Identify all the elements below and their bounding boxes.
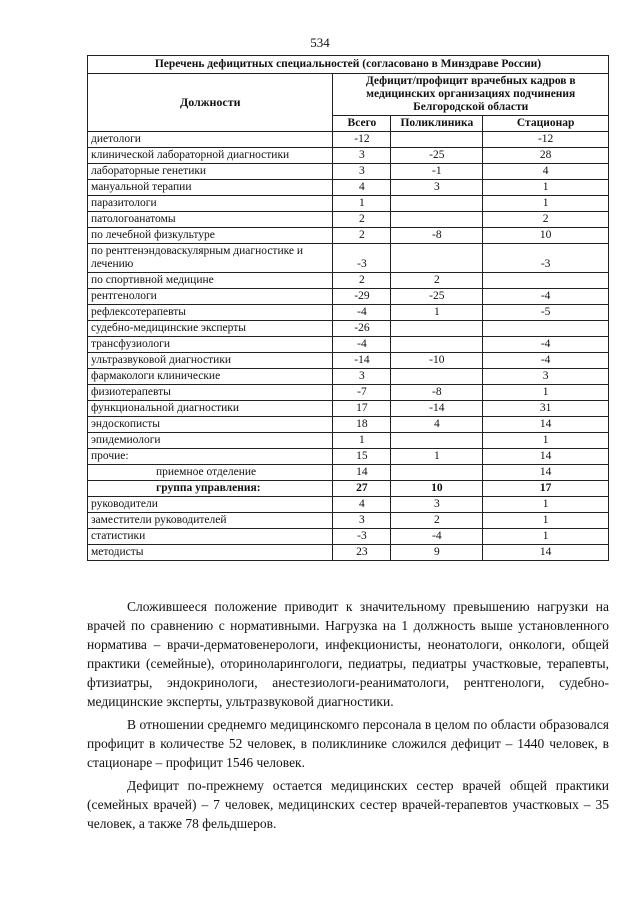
- row-name: приемное отделение: [88, 465, 333, 481]
- column-header-total: Всего: [333, 116, 391, 132]
- row-total: -4: [333, 305, 391, 321]
- row-hospital: 14: [483, 465, 609, 481]
- row-hospital: 14: [483, 545, 609, 561]
- row-name: трансфузиологи: [88, 337, 333, 353]
- row-hospital: 1: [483, 196, 609, 212]
- row-name: руководители: [88, 497, 333, 513]
- row-hospital: 17: [483, 481, 609, 497]
- row-hospital: 31: [483, 401, 609, 417]
- row-clinic: [391, 337, 483, 353]
- table-row: [88, 353, 609, 369]
- page-number: 534: [310, 35, 330, 50]
- row-clinic: 3: [391, 497, 483, 513]
- row-name: диетологи: [88, 132, 333, 148]
- row-hospital: -12: [483, 132, 609, 148]
- row-total: 15: [333, 449, 391, 465]
- row-clinic: [391, 369, 483, 385]
- row-clinic: 4: [391, 417, 483, 433]
- row-hospital: -4: [483, 289, 609, 305]
- row-clinic: -25: [391, 148, 483, 164]
- paragraph: В отношении среднемго медицинскомго персонала в целом по области образовался профицит в количестве 52 человек, в поликлинике сложился дефицит – 1440 человек, в стационаре – профицит 1546 человек.: [87, 717, 609, 770]
- row-total: -26: [333, 321, 391, 337]
- column-header-clinic: Поликлиника: [391, 116, 483, 132]
- row-total: 1: [333, 433, 391, 449]
- row-total: 2: [333, 212, 391, 228]
- column-header-hospital: Стационар: [483, 116, 609, 132]
- table-row: [88, 132, 609, 148]
- row-total: 27: [333, 481, 391, 497]
- table-row: [88, 481, 609, 497]
- row-name: фармакологи клинические: [88, 369, 333, 385]
- row-clinic: -1: [391, 164, 483, 180]
- row-name: эндоскописты: [88, 417, 333, 433]
- row-name: эпидемиологи: [88, 433, 333, 449]
- row-total: 4: [333, 497, 391, 513]
- row-hospital: 14: [483, 417, 609, 433]
- row-clinic: 2: [391, 513, 483, 529]
- column-header-deficit-group: Дефицит/профицит врачебных кадров в медицинских организациях подчинения Белгородской области: [333, 74, 609, 116]
- table-row: [88, 401, 609, 417]
- row-name: заместители руководителей: [88, 513, 333, 529]
- row-total: 3: [333, 369, 391, 385]
- column-header-position: Должности: [88, 74, 333, 132]
- table-row: [88, 417, 609, 433]
- row-hospital: [483, 321, 609, 337]
- row-name: клинической лабораторной диагностики: [88, 148, 333, 164]
- row-hospital: 1: [483, 529, 609, 545]
- row-hospital: -4: [483, 353, 609, 369]
- row-total: -12: [333, 132, 391, 148]
- table-row: [88, 148, 609, 164]
- row-hospital: 10: [483, 228, 609, 244]
- row-clinic: -8: [391, 228, 483, 244]
- row-name: рентгенологи: [88, 289, 333, 305]
- row-hospital: 2: [483, 212, 609, 228]
- row-name: методисты: [88, 545, 333, 561]
- row-hospital: 28: [483, 148, 609, 164]
- row-hospital: 4: [483, 164, 609, 180]
- table-row: [88, 369, 609, 385]
- paragraph: Сложившееся положение приводит к значительному превышению нагрузки на врачей по сравнению с нормативными. Нагрузка на 1 должность выше установленного норматива – врачи-дерматовенерологи, инфекционисты, неонатологи, онкологи, общей практики (семейные), оториноларингологи, педиатры, педиатры участковые, терапевты, фтизиатры, эндокринологи, анестезиологи-реаниматологи, рентгенологи, судебно-медицинские эксперты, ультразвуковой диагностики.: [87, 599, 609, 709]
- table-row: [88, 545, 609, 561]
- row-name: группа управления:: [88, 481, 333, 497]
- row-total: 14: [333, 465, 391, 481]
- table-row: [88, 273, 609, 289]
- row-clinic: [391, 321, 483, 337]
- body-text: [87, 597, 609, 837]
- row-total: 3: [333, 148, 391, 164]
- table-row: [88, 337, 609, 353]
- table-row: [88, 305, 609, 321]
- row-clinic: -14: [391, 401, 483, 417]
- row-total: 3: [333, 164, 391, 180]
- row-total: -3: [333, 244, 391, 273]
- table-row: [88, 497, 609, 513]
- row-clinic: [391, 433, 483, 449]
- row-clinic: 9: [391, 545, 483, 561]
- table-row: [88, 385, 609, 401]
- row-name: паразитологи: [88, 196, 333, 212]
- row-total: 23: [333, 545, 391, 561]
- row-clinic: [391, 465, 483, 481]
- row-name: физиотерапевты: [88, 385, 333, 401]
- table-row: [88, 529, 609, 545]
- row-clinic: 2: [391, 273, 483, 289]
- row-total: 17: [333, 401, 391, 417]
- row-hospital: 3: [483, 369, 609, 385]
- row-total: -29: [333, 289, 391, 305]
- row-clinic: [391, 212, 483, 228]
- row-clinic: -4: [391, 529, 483, 545]
- row-name: лабораторные генетики: [88, 164, 333, 180]
- table-row: [88, 465, 609, 481]
- row-hospital: -4: [483, 337, 609, 353]
- row-total: 2: [333, 228, 391, 244]
- row-clinic: 3: [391, 180, 483, 196]
- deficit-specialties-table: [87, 55, 609, 561]
- paragraph: Дефицит по-прежнему остается медицинских сестер врачей общей практики (семейных врачей) – 7 человек, медицинских сестер врачей-терапевтов участковых – 35 человек, а также 78 фельдшеров.: [87, 778, 609, 831]
- row-hospital: 1: [483, 497, 609, 513]
- row-total: 18: [333, 417, 391, 433]
- row-hospital: 1: [483, 180, 609, 196]
- row-name: статистики: [88, 529, 333, 545]
- table-row: [88, 321, 609, 337]
- table-row: [88, 228, 609, 244]
- row-clinic: [391, 196, 483, 212]
- table-row: [88, 196, 609, 212]
- row-name: функциональной диагностики: [88, 401, 333, 417]
- row-total: 3: [333, 513, 391, 529]
- row-clinic: -8: [391, 385, 483, 401]
- row-total: 4: [333, 180, 391, 196]
- table-row: [88, 164, 609, 180]
- row-total: -3: [333, 529, 391, 545]
- row-total: 2: [333, 273, 391, 289]
- row-clinic: -10: [391, 353, 483, 369]
- row-name: по лечебной физкультуре: [88, 228, 333, 244]
- row-hospital: 14: [483, 449, 609, 465]
- row-clinic: -25: [391, 289, 483, 305]
- row-clinic: 1: [391, 305, 483, 321]
- table-row: [88, 244, 609, 273]
- table-row: [88, 289, 609, 305]
- row-hospital: [483, 273, 609, 289]
- table-row: [88, 212, 609, 228]
- row-hospital: 1: [483, 513, 609, 529]
- row-total: -14: [333, 353, 391, 369]
- table-title: Перечень дефицитных специальностей (согласовано в Минздраве России): [88, 56, 609, 74]
- table-row: [88, 433, 609, 449]
- row-name: мануальной терапии: [88, 180, 333, 196]
- row-clinic: 1: [391, 449, 483, 465]
- row-name: прочие:: [88, 449, 333, 465]
- row-hospital: -3: [483, 244, 609, 273]
- row-name: патологоанатомы: [88, 212, 333, 228]
- table-row: [88, 449, 609, 465]
- row-hospital: 1: [483, 433, 609, 449]
- row-hospital: -5: [483, 305, 609, 321]
- table-row: [88, 180, 609, 196]
- row-clinic: [391, 244, 483, 273]
- table-row: [88, 513, 609, 529]
- row-clinic: 10: [391, 481, 483, 497]
- row-name: по рентгенэндоваскулярным диагностике и лечению: [88, 244, 333, 273]
- row-name: по спортивной медицине: [88, 273, 333, 289]
- row-total: -7: [333, 385, 391, 401]
- row-total: -4: [333, 337, 391, 353]
- row-name: рефлексотерапевты: [88, 305, 333, 321]
- row-clinic: [391, 132, 483, 148]
- row-name: судебно-медицинские эксперты: [88, 321, 333, 337]
- row-hospital: 1: [483, 385, 609, 401]
- row-total: 1: [333, 196, 391, 212]
- row-name: ультразвуковой диагностики: [88, 353, 333, 369]
